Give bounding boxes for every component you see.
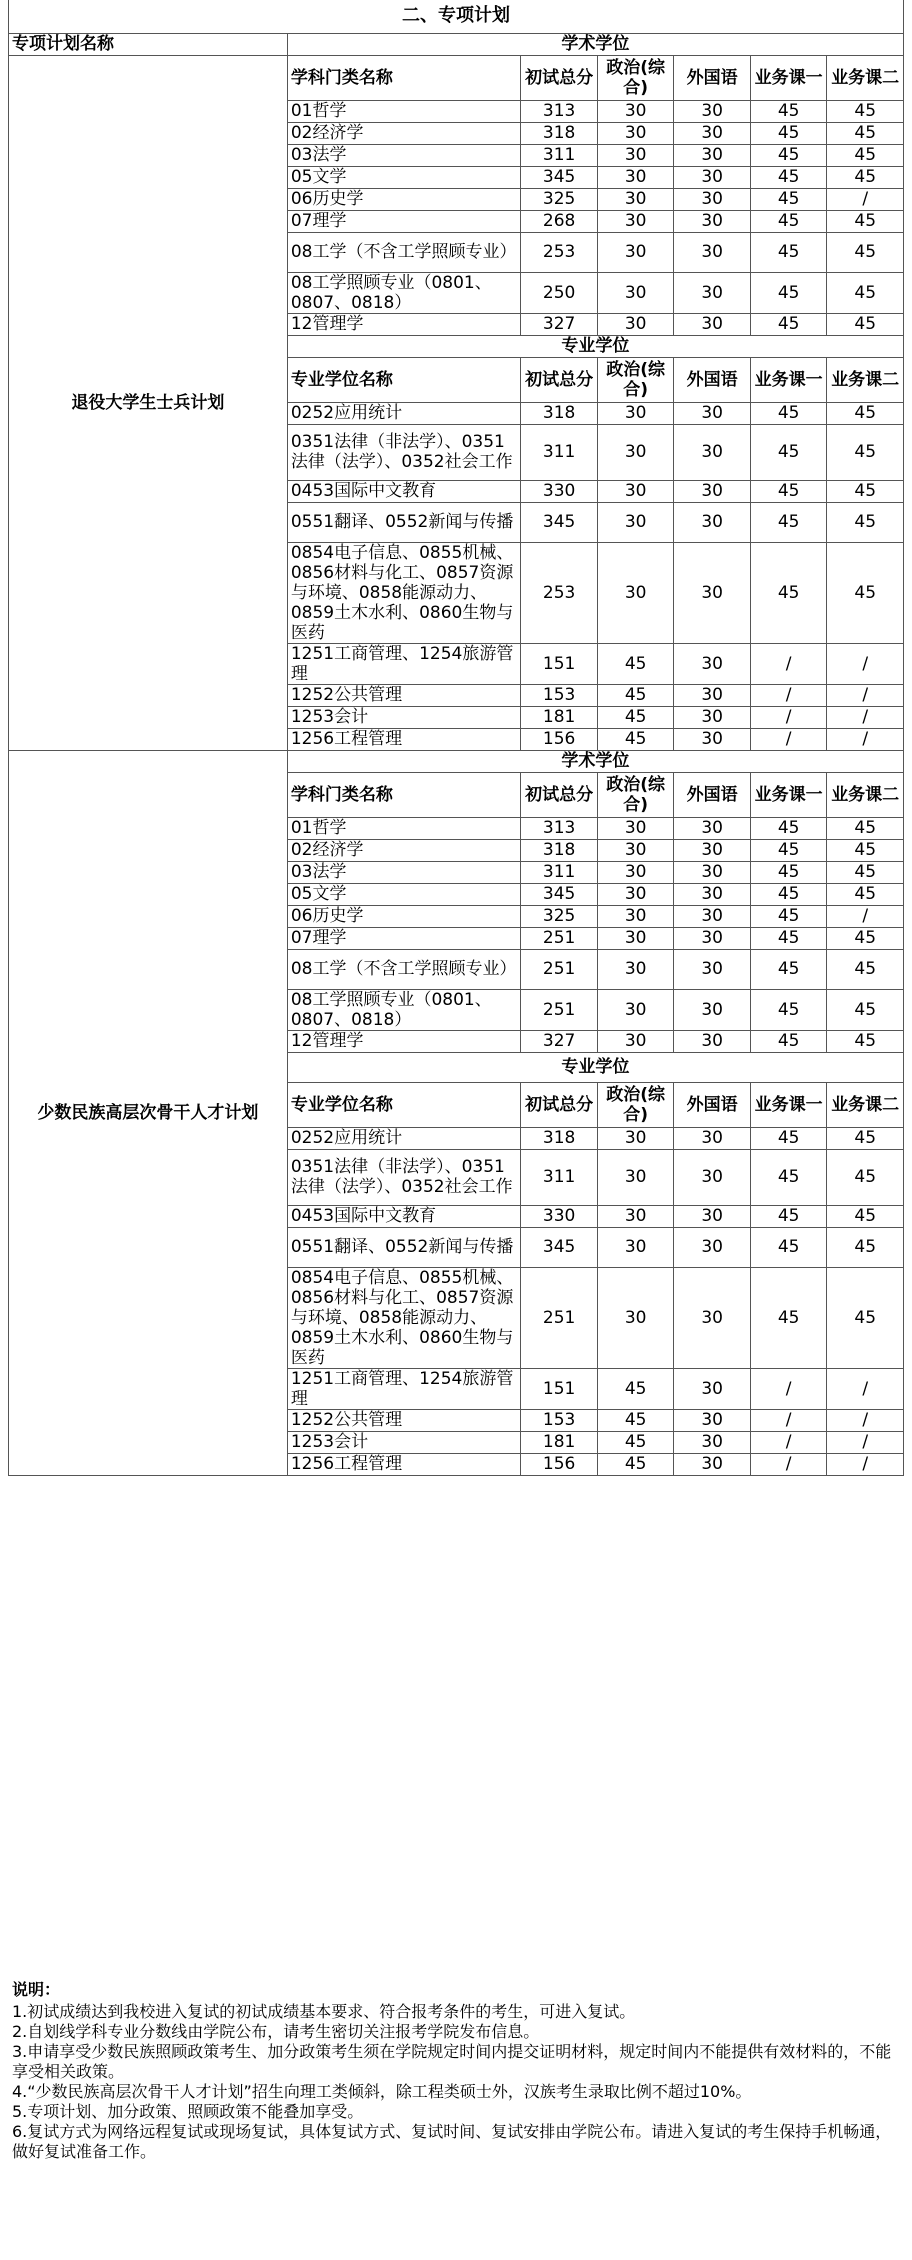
score-cell: 45 — [827, 1267, 904, 1368]
score-cell: 30 — [674, 905, 751, 927]
score-cell: 253 — [521, 542, 598, 643]
score-column-header: 政治(综合) — [597, 1082, 674, 1127]
score-cell: 45 — [750, 232, 827, 272]
score-cell: 30 — [597, 905, 674, 927]
score-cell: 30 — [674, 272, 751, 313]
score-column-header: 初试总分 — [521, 1082, 598, 1127]
score-cell: 45 — [750, 949, 827, 989]
score-column-header: 初试总分 — [521, 55, 598, 100]
score-column-header: 初试总分 — [521, 772, 598, 817]
score-cell: 45 — [750, 542, 827, 643]
score-cell: 45 — [750, 188, 827, 210]
score-cell: 181 — [521, 706, 598, 728]
score-cell: 30 — [674, 424, 751, 480]
discipline-name-cell: 0351法律（非法学）、0351法律（法学）、0352社会工作 — [287, 1149, 521, 1205]
discipline-name-cell: 08工学照顾专业（0801、0807、0818） — [287, 989, 521, 1030]
score-cell: 30 — [674, 1267, 751, 1368]
discipline-name-cell: 0252应用统计 — [287, 1127, 521, 1149]
score-cell: 30 — [674, 402, 751, 424]
score-cell: 156 — [521, 1453, 598, 1475]
score-column-header: 业务课一 — [750, 55, 827, 100]
discipline-name-cell: 08工学（不含工学照顾专业） — [287, 232, 521, 272]
score-cell: 45 — [827, 424, 904, 480]
score-cell: 30 — [674, 502, 751, 542]
score-cell: 30 — [674, 861, 751, 883]
score-cell: 45 — [750, 402, 827, 424]
score-cell: 30 — [674, 542, 751, 643]
score-cell: 45 — [750, 313, 827, 335]
score-cell: 30 — [674, 1227, 751, 1267]
plan-name-header: 专项计划名称 — [9, 33, 288, 55]
score-cell: 30 — [674, 1368, 751, 1409]
discipline-name-cell: 12管理学 — [287, 1030, 521, 1052]
score-cell: 153 — [521, 684, 598, 706]
note-item: 4.“少数民族高层次骨干人才计划”招生向理工类倾斜，除工程类硕士外，汉族考生录取比例不超过10%。 — [12, 2082, 752, 2101]
score-cell: 30 — [597, 883, 674, 905]
score-cell: 45 — [827, 402, 904, 424]
score-cell: 30 — [674, 706, 751, 728]
score-cell: 30 — [674, 1149, 751, 1205]
academic-title: 学术学位 — [287, 33, 903, 55]
score-column-header: 外国语 — [674, 1082, 751, 1127]
name-column-header: 学科门类名称 — [287, 55, 521, 100]
group-title: 专业学位 — [287, 335, 903, 357]
score-cell: 45 — [827, 122, 904, 144]
score-cell: 313 — [521, 817, 598, 839]
score-cell: 30 — [597, 1267, 674, 1368]
discipline-name-cell: 08工学（不含工学照顾专业） — [287, 949, 521, 989]
score-cell: 45 — [827, 927, 904, 949]
discipline-name-cell: 05文学 — [287, 883, 521, 905]
score-cell: 30 — [597, 1149, 674, 1205]
score-cell: 345 — [521, 502, 598, 542]
score-cell: 30 — [597, 817, 674, 839]
note-item: 2.自划线学科专业分数线由学院公布，请考生密切关注报考学院发布信息。 — [12, 2022, 540, 2041]
discipline-name-cell: 0854电子信息、0855机械、0856材料与化工、0857资源与环境、0858能源动力、0859土木水利、0860生物与医药 — [287, 542, 521, 643]
discipline-name-cell: 1252公共管理 — [287, 1409, 521, 1431]
score-cell: 30 — [597, 949, 674, 989]
score-cell: / — [827, 728, 904, 750]
group-title: 专业学位 — [287, 1052, 903, 1082]
discipline-name-cell: 1256工程管理 — [287, 1453, 521, 1475]
score-cell: 325 — [521, 905, 598, 927]
score-cell: 45 — [827, 480, 904, 502]
discipline-name-cell: 1256工程管理 — [287, 728, 521, 750]
score-cell: 30 — [597, 144, 674, 166]
score-cell: 45 — [750, 1267, 827, 1368]
name-column-header: 学科门类名称 — [287, 772, 521, 817]
score-cell: 45 — [750, 144, 827, 166]
discipline-name-cell: 1252公共管理 — [287, 684, 521, 706]
score-cell: 311 — [521, 144, 598, 166]
score-cell: 327 — [521, 1030, 598, 1052]
score-cell: 345 — [521, 166, 598, 188]
discipline-name-cell: 0453国际中文教育 — [287, 1205, 521, 1227]
score-cell: 330 — [521, 1205, 598, 1227]
column-header-row — [9, 33, 904, 55]
score-cell: 45 — [597, 706, 674, 728]
discipline-name-cell: 1251工商管理、1254旅游管理 — [287, 643, 521, 684]
score-cell: 45 — [750, 861, 827, 883]
name-column-header: 专业学位名称 — [287, 1082, 521, 1127]
score-cell: / — [750, 1453, 827, 1475]
discipline-name-cell: 0252应用统计 — [287, 402, 521, 424]
score-cell: / — [827, 684, 904, 706]
score-cell: 30 — [597, 542, 674, 643]
score-cell: 268 — [521, 210, 598, 232]
score-cell: 30 — [674, 949, 751, 989]
discipline-name-cell: 12管理学 — [287, 313, 521, 335]
score-cell: 30 — [597, 480, 674, 502]
score-cell: 45 — [597, 1368, 674, 1409]
table-body — [9, 0, 904, 1475]
score-cell: / — [750, 1431, 827, 1453]
score-cell: 30 — [597, 989, 674, 1030]
score-cell: 30 — [597, 839, 674, 861]
discipline-name-cell: 02经济学 — [287, 122, 521, 144]
score-cell: 30 — [597, 210, 674, 232]
score-cell: 30 — [674, 1127, 751, 1149]
score-column-header: 外国语 — [674, 772, 751, 817]
score-cell: 30 — [597, 100, 674, 122]
score-cell: 30 — [597, 1205, 674, 1227]
score-cell: 30 — [597, 313, 674, 335]
discipline-name-cell: 02经济学 — [287, 839, 521, 861]
discipline-name-cell: 03法学 — [287, 861, 521, 883]
score-cell: / — [750, 728, 827, 750]
score-cell: 30 — [674, 684, 751, 706]
score-cell: 45 — [597, 728, 674, 750]
score-cell: 30 — [674, 166, 751, 188]
score-cell: 45 — [750, 424, 827, 480]
score-cell: 45 — [827, 1149, 904, 1205]
score-cell: 30 — [674, 188, 751, 210]
score-cell: 45 — [750, 480, 827, 502]
score-column-header: 业务课二 — [827, 1082, 904, 1127]
score-cell: 45 — [827, 883, 904, 905]
score-cell: / — [750, 1409, 827, 1431]
note-item: 5.专项计划、加分政策、照顾政策不能叠加享受。 — [12, 2102, 364, 2121]
discipline-name-cell: 05文学 — [287, 166, 521, 188]
score-cell: 45 — [827, 1030, 904, 1052]
score-column-header: 政治(综合) — [597, 357, 674, 402]
section-title-row — [9, 0, 904, 33]
score-column-header: 业务课一 — [750, 772, 827, 817]
score-cell: 30 — [674, 1205, 751, 1227]
discipline-name-cell: 03法学 — [287, 144, 521, 166]
score-cell: 45 — [827, 1127, 904, 1149]
discipline-name-cell: 06历史学 — [287, 188, 521, 210]
score-cell: 151 — [521, 643, 598, 684]
score-cell: 45 — [827, 542, 904, 643]
score-cell: 311 — [521, 861, 598, 883]
score-cell: 30 — [674, 122, 751, 144]
score-cell: 45 — [750, 1030, 827, 1052]
score-cell: / — [827, 188, 904, 210]
score-cell: 330 — [521, 480, 598, 502]
score-cell: 45 — [750, 817, 827, 839]
score-cell: 30 — [674, 232, 751, 272]
score-cell: / — [827, 706, 904, 728]
score-cell: 45 — [827, 100, 904, 122]
score-cell: 45 — [750, 989, 827, 1030]
score-cell: 45 — [827, 210, 904, 232]
score-cell: 45 — [827, 144, 904, 166]
score-cell: / — [750, 1368, 827, 1409]
score-cell: 45 — [750, 502, 827, 542]
score-cell: 45 — [750, 905, 827, 927]
special-plan-table — [8, 0, 904, 1476]
score-cell: 45 — [750, 100, 827, 122]
score-cell: 45 — [750, 1149, 827, 1205]
score-cell: 30 — [674, 728, 751, 750]
score-cell: 45 — [597, 643, 674, 684]
discipline-name-cell: 01哲学 — [287, 817, 521, 839]
score-cell: 30 — [674, 100, 751, 122]
score-cell: 45 — [827, 502, 904, 542]
score-cell: 30 — [674, 1453, 751, 1475]
name-column-header: 专业学位名称 — [287, 357, 521, 402]
group-title: 学术学位 — [287, 750, 903, 772]
score-column-header: 业务课二 — [827, 55, 904, 100]
score-cell: 30 — [597, 927, 674, 949]
score-cell: 45 — [750, 839, 827, 861]
score-cell: / — [827, 1453, 904, 1475]
discipline-name-cell: 01哲学 — [287, 100, 521, 122]
score-column-header: 外国语 — [674, 357, 751, 402]
section-title: 二、专项计划 — [9, 0, 904, 33]
score-cell: 151 — [521, 1368, 598, 1409]
score-cell: 45 — [827, 166, 904, 188]
score-column-header: 业务课一 — [750, 357, 827, 402]
score-cell: 30 — [674, 144, 751, 166]
score-cell: / — [827, 643, 904, 684]
score-cell: 30 — [674, 883, 751, 905]
score-cell: 45 — [827, 949, 904, 989]
score-cell: 45 — [750, 1127, 827, 1149]
discipline-name-cell: 0551翻译、0552新闻与传播 — [287, 1227, 521, 1267]
score-cell: 45 — [597, 1431, 674, 1453]
score-cell: 45 — [827, 839, 904, 861]
score-cell: 250 — [521, 272, 598, 313]
score-cell: 181 — [521, 1431, 598, 1453]
score-cell: 45 — [750, 272, 827, 313]
discipline-name-cell: 1253会计 — [287, 1431, 521, 1453]
note-item: 3.申请享受少数民族照顾政策考生、加分政策考生须在学院规定时间内提交证明材料，规定时间内不能提供有效材料的，不能享受相关政策。 — [12, 2042, 892, 2081]
score-cell: 251 — [521, 949, 598, 989]
discipline-name-cell: 1251工商管理、1254旅游管理 — [287, 1368, 521, 1409]
score-cell: 156 — [521, 728, 598, 750]
score-cell: 45 — [827, 1227, 904, 1267]
score-cell: 318 — [521, 122, 598, 144]
score-cell: 45 — [597, 1409, 674, 1431]
score-cell: / — [827, 905, 904, 927]
score-cell: 45 — [750, 210, 827, 232]
score-column-header: 初试总分 — [521, 357, 598, 402]
score-cell: 45 — [827, 232, 904, 272]
score-cell: 45 — [597, 684, 674, 706]
discipline-name-cell: 0854电子信息、0855机械、0856材料与化工、0857资源与环境、0858能源动力、0859土木水利、0860生物与医药 — [287, 1267, 521, 1368]
score-cell: 251 — [521, 927, 598, 949]
score-cell: 30 — [674, 643, 751, 684]
score-cell: 45 — [827, 861, 904, 883]
score-cell: 30 — [674, 480, 751, 502]
group-title-row — [9, 750, 904, 772]
score-column-header: 业务课二 — [827, 772, 904, 817]
score-column-header: 外国语 — [674, 55, 751, 100]
score-cell: 345 — [521, 883, 598, 905]
score-cell: 45 — [750, 166, 827, 188]
discipline-name-cell: 08工学照顾专业（0801、0807、0818） — [287, 272, 521, 313]
score-cell: 30 — [674, 313, 751, 335]
score-cell: 30 — [674, 989, 751, 1030]
score-cell: 30 — [597, 1127, 674, 1149]
score-cell: 30 — [597, 1227, 674, 1267]
score-cell: 30 — [597, 122, 674, 144]
score-cell: 45 — [750, 927, 827, 949]
score-cell: 45 — [750, 1227, 827, 1267]
score-cell: 30 — [674, 839, 751, 861]
score-cell: 45 — [827, 989, 904, 1030]
discipline-name-cell: 07理学 — [287, 927, 521, 949]
score-column-header: 业务课二 — [827, 357, 904, 402]
score-cell: 153 — [521, 1409, 598, 1431]
discipline-name-cell: 0351法律（非法学）、0351法律（法学）、0352社会工作 — [287, 424, 521, 480]
note-item: 1.初试成绩达到我校进入复试的初试成绩基本要求、符合报考条件的考生，可进入复试。 — [12, 2002, 636, 2021]
discipline-name-cell: 0551翻译、0552新闻与传播 — [287, 502, 521, 542]
score-cell: 318 — [521, 839, 598, 861]
score-cell: 30 — [674, 927, 751, 949]
score-cell: 318 — [521, 402, 598, 424]
score-cell: 251 — [521, 989, 598, 1030]
score-cell: 45 — [750, 122, 827, 144]
score-cell: / — [750, 706, 827, 728]
score-cell: 30 — [674, 1431, 751, 1453]
score-cell: 45 — [827, 272, 904, 313]
score-cell: 30 — [597, 272, 674, 313]
notes-block — [8, 1976, 904, 2166]
score-cell: / — [750, 643, 827, 684]
score-cell: 30 — [597, 166, 674, 188]
score-cell: 311 — [521, 424, 598, 480]
score-cell: 45 — [827, 1205, 904, 1227]
score-cell: / — [750, 684, 827, 706]
score-cell: 30 — [674, 210, 751, 232]
score-cell: 318 — [521, 1127, 598, 1149]
score-column-header: 政治(综合) — [597, 55, 674, 100]
score-cell: 251 — [521, 1267, 598, 1368]
score-cell: 30 — [597, 232, 674, 272]
score-cell: 253 — [521, 232, 598, 272]
score-cell: 313 — [521, 100, 598, 122]
score-cell: / — [827, 1431, 904, 1453]
score-cell: 45 — [750, 1205, 827, 1227]
score-column-header: 业务课一 — [750, 1082, 827, 1127]
score-cell: 30 — [674, 817, 751, 839]
score-cell: 30 — [597, 402, 674, 424]
score-cell: 30 — [674, 1030, 751, 1052]
notes-title: 说明： — [12, 1980, 61, 1999]
score-cell: 30 — [597, 502, 674, 542]
discipline-name-cell: 0453国际中文教育 — [287, 480, 521, 502]
score-cell: 30 — [597, 424, 674, 480]
score-cell: 45 — [597, 1453, 674, 1475]
notes-list — [12, 2002, 900, 2162]
note-item: 6.复试方式为网络远程复试或现场复试，具体复试方式、复试时间、复试安排由学院公布。请进入复试的考生保持手机畅通，做好复试准备工作。 — [12, 2122, 892, 2161]
score-cell: 327 — [521, 313, 598, 335]
plan-name: 退役大学生士兵计划 — [9, 55, 288, 750]
score-cell: 30 — [597, 1030, 674, 1052]
score-cell: 345 — [521, 1227, 598, 1267]
score-cell: / — [827, 1409, 904, 1431]
score-column-header: 政治(综合) — [597, 772, 674, 817]
score-cell: 311 — [521, 1149, 598, 1205]
score-cell: 30 — [597, 188, 674, 210]
plan-name: 少数民族高层次骨干人才计划 — [9, 750, 288, 1475]
score-cell: 45 — [827, 313, 904, 335]
score-cell: 30 — [597, 861, 674, 883]
score-cell: / — [827, 1368, 904, 1409]
score-cell: 30 — [674, 1409, 751, 1431]
score-cell: 45 — [750, 883, 827, 905]
score-cell: 325 — [521, 188, 598, 210]
score-cell: 45 — [827, 817, 904, 839]
table-header-row — [9, 55, 904, 100]
discipline-name-cell: 1253会计 — [287, 706, 521, 728]
discipline-name-cell: 07理学 — [287, 210, 521, 232]
discipline-name-cell: 06历史学 — [287, 905, 521, 927]
